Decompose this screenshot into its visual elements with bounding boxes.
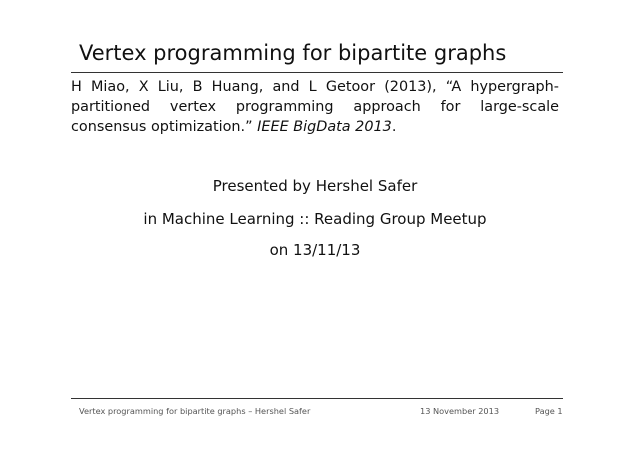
citation-line-2: partitioned vertex programming approach for large-scale [71, 99, 559, 115]
citation-line-1: H Miao, X Liu, B Huang, and L Getoor (2013), “A hypergraph- [71, 79, 559, 95]
footer-divider [71, 398, 563, 399]
citation [71, 77, 559, 137]
title-divider [71, 72, 563, 73]
citation-period: . [391, 119, 397, 135]
meetup-line: in Machine Learning :: Reading Group Meetup [143, 210, 487, 228]
presenter-line: Presented by Hershel Safer [212, 177, 418, 195]
slide-title: Vertex programming for bipartite graphs [79, 41, 507, 65]
citation-line-3 [71, 117, 559, 137]
date-line: on 13/11/13 [269, 241, 361, 259]
footer-title: Vertex programming for bipartite graphs – Hershel Safer [79, 406, 311, 416]
citation-venue: IEEE BigData 2013 [257, 119, 392, 135]
citation-text: consensus optimization.” [71, 119, 258, 135]
footer-date: 13 November 2013 [420, 406, 500, 416]
footer-page-number: Page 1 [535, 406, 563, 416]
